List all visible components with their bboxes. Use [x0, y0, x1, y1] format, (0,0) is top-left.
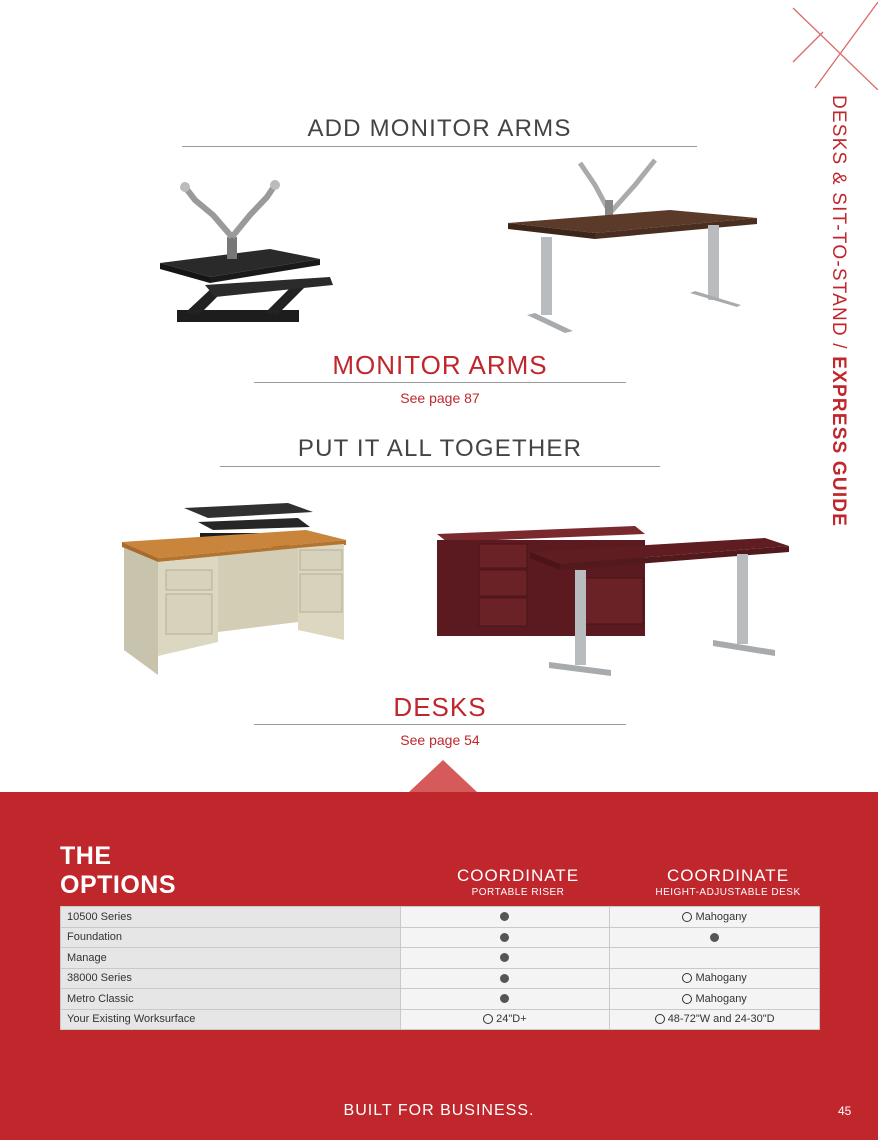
riser-with-monitor-arms-image	[155, 175, 335, 335]
desk-cell-text: 48-72"W and 24-30"D	[667, 1013, 775, 1026]
riser-cell	[400, 968, 610, 989]
see-page-link[interactable]: See page 54	[400, 732, 480, 748]
empty-circle-icon	[483, 1014, 493, 1024]
page-number: 45	[838, 1104, 852, 1118]
empty-circle-icon	[682, 994, 692, 1004]
empty-circle-icon	[682, 912, 692, 922]
column-header-main: COORDINATE	[456, 866, 580, 885]
column-header-desk	[612, 866, 844, 898]
desk-cell	[610, 927, 820, 948]
empty-circle-icon	[682, 973, 692, 983]
row-label: Manage	[61, 948, 401, 969]
credenza-with-adjustable-desk-image	[435, 520, 793, 682]
table-row	[61, 1009, 820, 1030]
row-label: Metro Classic	[61, 989, 401, 1010]
section-heading-monitor: ADD MONITOR ARMS	[307, 115, 572, 142]
options-title	[60, 842, 176, 900]
divider	[254, 724, 626, 725]
see-page-link[interactable]: See page 87	[400, 390, 480, 406]
row-label: 38000 Series	[61, 968, 401, 989]
column-header-sub: PORTABLE RISER	[471, 887, 565, 898]
empty-circle-icon	[655, 1014, 665, 1024]
divider	[254, 382, 626, 383]
riser-cell	[400, 1009, 610, 1030]
desk-cell-text: Mahogany	[695, 972, 747, 985]
table-row	[61, 968, 820, 989]
options-title-line2: OPTIONS	[60, 871, 177, 899]
x-mark-icon	[785, 0, 878, 90]
desk-cell	[610, 989, 820, 1010]
riser-cell-text: 24"D+	[496, 1013, 527, 1026]
riser-cell	[400, 948, 610, 969]
riser-cell	[400, 907, 610, 928]
row-label: Your Existing Worksurface	[61, 1009, 401, 1030]
filled-circle-icon	[500, 974, 509, 983]
desk-cell	[610, 968, 820, 989]
table-row	[61, 907, 820, 928]
side-title-regular: DESKS & SIT-TO-STAND /	[828, 95, 849, 357]
section-heading-together: PUT IT ALL TOGETHER	[297, 435, 583, 462]
section-pointer-triangle	[409, 760, 477, 792]
divider	[220, 466, 660, 467]
footer-tagline: BUILT FOR BUSINESS.	[343, 1102, 535, 1119]
options-title-line1: THE	[60, 842, 112, 870]
side-title-bold: EXPRESS GUIDE	[828, 356, 849, 528]
divider	[182, 146, 697, 147]
desk-cell	[610, 948, 820, 969]
column-header-riser	[400, 866, 636, 898]
filled-circle-icon	[500, 912, 509, 921]
filled-circle-icon	[500, 933, 509, 942]
filled-circle-icon	[500, 994, 509, 1003]
filled-circle-icon	[500, 953, 509, 962]
riser-cell	[400, 989, 610, 1010]
desk-cell	[610, 1009, 820, 1030]
filled-circle-icon	[710, 933, 719, 942]
table-row	[61, 948, 820, 969]
desk-cell-text: Mahogany	[695, 910, 747, 923]
options-table	[60, 906, 820, 1030]
pedestal-desk-with-riser-image	[118, 500, 350, 680]
column-header-sub: HEIGHT-ADJUSTABLE DESK	[655, 887, 801, 898]
row-label: Foundation	[61, 927, 401, 948]
desk-cell	[610, 907, 820, 928]
riser-cell	[400, 927, 610, 948]
table-row	[61, 927, 820, 948]
column-header-main: COORDINATE	[666, 866, 790, 885]
table-row	[61, 989, 820, 1010]
row-label: 10500 Series	[61, 907, 401, 928]
product-title-desks: DESKS	[393, 692, 487, 722]
product-title-monitor-arms: MONITOR ARMS	[332, 350, 548, 380]
standing-desk-with-monitor-arms-image	[505, 155, 760, 340]
desk-cell-text: Mahogany	[695, 992, 747, 1005]
side-section-title	[827, 95, 849, 527]
